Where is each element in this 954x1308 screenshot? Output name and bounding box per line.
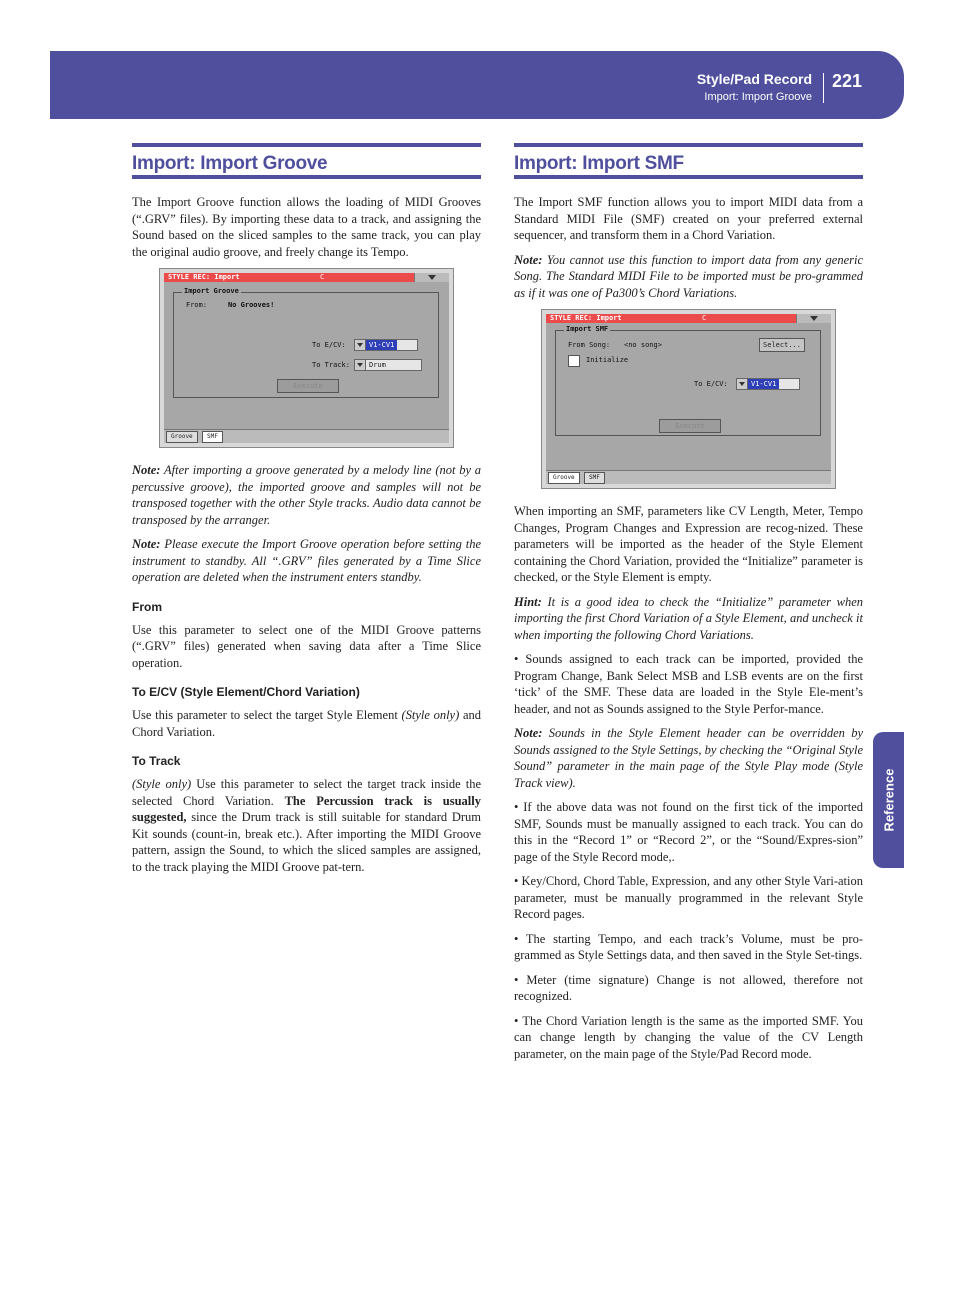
from-label: From:	[186, 301, 208, 309]
execute-button[interactable]: Execute	[277, 379, 339, 393]
import-smf-note-1: Note: You cannot use this function to import data from any generic Song. The Standard MIDI File to be imported must be pro-grammed as if it was one of Pa300’s Chord Variations.	[514, 252, 864, 300]
section-title-import-groove: Import: Import Groove	[132, 143, 481, 179]
chevron-down-icon	[737, 379, 748, 389]
side-tab-reference	[873, 732, 904, 868]
screen-area	[546, 323, 831, 471]
execute-button[interactable]: Execute	[659, 419, 721, 433]
import-smf-screenshot	[541, 309, 836, 489]
chevron-down-icon	[355, 360, 366, 370]
screen-title-bar	[164, 273, 449, 282]
import-groove-box-label: Import Groove	[184, 287, 239, 295]
import-groove-note-2: Note: Please execute the Import Groove operation before setting the instrument to standby. All “.GRV” files generated by a Time Slice operation are deleted when the instrument enters standby.	[132, 537, 481, 584]
import-groove-note-1: Note: After importing a groove generated by a melody line (not by a percussive groove), the imported groove and samples will not be transposed together with the other Style tracks. Audio data cannot be transposed by the arranger.	[132, 463, 481, 527]
page-number: 221	[831, 71, 862, 91]
from-song-value: <no song>	[624, 341, 662, 349]
import-groove-screenshot	[159, 268, 454, 448]
screen-title: STYLE REC: Import	[168, 273, 240, 281]
tab-groove[interactable]: Groove	[548, 472, 580, 484]
to-track-select[interactable]: Drum	[354, 359, 422, 371]
chevron-down-icon	[355, 340, 366, 350]
tab-smf[interactable]: SMF	[202, 431, 223, 443]
screen-tabs	[164, 429, 449, 443]
from-heading: From	[132, 599, 162, 614]
initialize-checkbox[interactable]	[568, 355, 580, 367]
screen-menu-arrow-icon[interactable]	[796, 314, 831, 323]
tab-groove[interactable]: Groove	[166, 431, 198, 443]
header-separator	[823, 73, 824, 103]
import-smf-box-label: Import SMF	[566, 325, 609, 333]
select-button[interactable]: Select...	[759, 338, 805, 352]
from-song-label: From Song:	[568, 341, 611, 349]
to-ecv-select[interactable]: V1-CV1	[736, 378, 800, 390]
left-column	[132, 143, 481, 883]
screen-title-bar	[546, 314, 831, 323]
page-header	[50, 51, 904, 119]
to-track-label: To Track:	[312, 361, 350, 369]
to-ecv-label: To E/CV:	[694, 380, 728, 388]
to-track-text: (Style only) Use this parameter to select the target track inside the selected Chord Variation. The Percussion track is usually suggested, since the Drum track is still suitable for standard Drum Kit sounds (count-in, break etc.). After importing the MIDI Groove pattern, assign the Sound, to which the sliced samples are assigned, to the track playing the MIDI Groove pat-tern.	[132, 777, 481, 874]
from-value: No Grooves!	[228, 301, 275, 309]
bullet-tempo: • The starting Tempo, and each track’s Volume, must be pro-grammed as Style Settings data, and then saved in the Style Set-tings.	[514, 931, 863, 962]
screen-tabs	[546, 470, 831, 484]
bullet-meter: • Meter (time signature) Change is not allowed, therefore not recognized.	[514, 972, 863, 1003]
tab-smf[interactable]: SMF	[584, 472, 605, 484]
import-groove-intro: The Import Groove function allows the loading of MIDI Grooves (“.GRV” files). By importing these data to a track, and assigning the Sound based on the sliced samples to the same track, you can play the original audio groove, and freely change its Tempo.	[132, 195, 481, 259]
import-smf-parameters: When importing an SMF, parameters like CV Length, Meter, Tempo Changes, Program Changes and Expression are recog-nized. These parameters will be imported as the header of the Style Element containing the Chord Variation, provided the “Initialize” parameter is checked, or the Style Element is empty.	[514, 504, 863, 584]
screen-title: STYLE REC: Import	[550, 314, 622, 322]
header-subtitle: Import: Import Groove	[704, 91, 812, 103]
header-title: Style/Pad Record	[696, 71, 812, 87]
from-text: Use this parameter to select one of the MIDI Groove patterns (“.GRV” files) generated when saving data after a Time Slice operation.	[132, 622, 481, 670]
screen-area	[164, 282, 449, 430]
screen-menu-arrow-icon[interactable]	[414, 273, 449, 282]
bullet-not-found: • If the above data was not found on the first tick of the imported SMF, Sounds must be manually assigned to each track. You can do this in the “Record 1” or “Record 2”, or the “Sound/Expres-sion” page of the Style Record mode,.	[514, 800, 863, 864]
to-ecv-text: Use this parameter to select the target Style Element (Style only) and Chord Variation.	[132, 708, 481, 739]
to-ecv-heading: To E/CV (Style Element/Chord Variation)	[132, 685, 360, 699]
section-title-import-smf: Import: Import SMF	[514, 143, 863, 179]
screen-title-c: C	[320, 273, 325, 281]
to-ecv-select[interactable]: V1-CV1	[354, 339, 418, 351]
right-column	[514, 143, 863, 1070]
screen-title-c: C	[702, 314, 707, 322]
initialize-label: Initialize	[586, 356, 629, 364]
to-ecv-label: To E/CV:	[312, 341, 346, 349]
import-smf-intro: The Import SMF function allows you to import MIDI data from a Standard MIDI File (SMF) created on your preferred external sequencer, and transform them in a Chord Variation.	[514, 195, 863, 242]
to-track-heading: To Track	[132, 754, 181, 768]
side-tab-label: Reference	[881, 768, 896, 832]
import-smf-hint: Hint: It is a good idea to check the “Initialize” parameter when importing the first Chord Variation of a Style Element, and uncheck it when importing the following Chord Variations.	[514, 594, 863, 642]
import-smf-note-2: Note: Sounds in the Style Element header can be overridden by Sounds assigned to the Style Settings, by checking the “Original Style Sound” parameter in the main page of the Style Play mode (Style Track view).	[514, 726, 863, 790]
bullet-cv-length: • The Chord Variation length is the same as the imported SMF. You can change length by changing the value of the CV Length parameter, on the main page of the Style/Pad Record mode.	[514, 1013, 863, 1061]
bullet-key-chord: • Key/Chord, Chord Table, Expression, and any other Style Vari-ation parameter, must be manually programmed in the relevant Style Record pages.	[514, 874, 863, 921]
bullet-sounds: • Sounds assigned to each track can be imported, provided the Program Change, Bank Select MSB and LSB events are on the first ‘tick’ of the SMF. These data are loaded in the Style Ele-ment’s header, and not as Sounds assigned to the Style Perfor-mance.	[514, 652, 863, 716]
